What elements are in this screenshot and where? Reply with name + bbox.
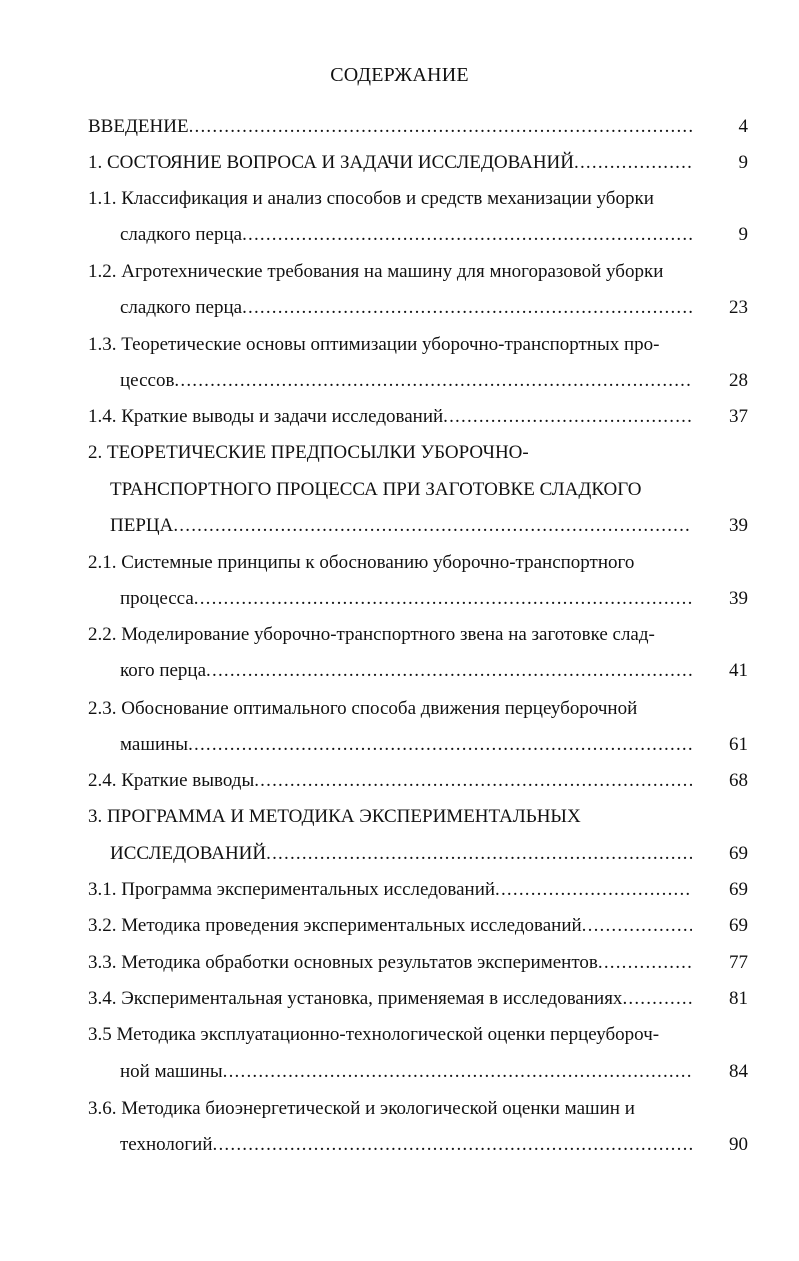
toc-entry-row bbox=[110, 841, 692, 867]
toc-entry-label: 3.6. Методика биоэнергетической и экологической оценки машин и bbox=[88, 1098, 635, 1119]
toc-line bbox=[88, 622, 748, 648]
dot-leader bbox=[495, 877, 692, 903]
toc-page-number: 84 bbox=[729, 1061, 748, 1082]
toc-entry-row bbox=[120, 222, 692, 248]
toc-page-number: 37 bbox=[729, 406, 748, 427]
dot-leader bbox=[206, 658, 692, 684]
toc-page-number: 23 bbox=[729, 297, 748, 318]
page-title: СОДЕРЖАНИЕ bbox=[330, 64, 469, 86]
toc-entry-label: 1.2. Агротехнические требования на машину для многоразовой уборки bbox=[88, 261, 664, 282]
toc-entry-label: 3.5 Методика эксплуатационно-технологической оценки перцеубороч- bbox=[88, 1024, 660, 1045]
toc-entry-label: кого перца bbox=[120, 660, 207, 681]
toc-line bbox=[88, 1096, 748, 1122]
dot-leader bbox=[266, 841, 692, 867]
toc-line bbox=[88, 404, 748, 430]
toc-line bbox=[88, 658, 748, 684]
toc-entry-label: технологий bbox=[120, 1134, 213, 1155]
dot-leader bbox=[189, 114, 692, 140]
toc-line bbox=[88, 513, 748, 539]
toc-page-number: 77 bbox=[729, 952, 748, 973]
toc-entry-row bbox=[88, 150, 692, 176]
toc-line bbox=[88, 586, 748, 612]
toc-page-number: 9 bbox=[738, 224, 748, 245]
toc-entry-row bbox=[110, 513, 692, 539]
toc-line bbox=[88, 477, 748, 503]
toc-line bbox=[88, 696, 748, 722]
toc-entry-row bbox=[120, 1132, 692, 1158]
toc-page-number: 90 bbox=[729, 1134, 748, 1155]
toc-line bbox=[88, 150, 748, 176]
toc-line bbox=[88, 368, 748, 394]
dot-leader bbox=[598, 950, 692, 976]
dot-leader bbox=[443, 404, 692, 430]
toc-entry-label: 3.1. Программа экспериментальных исследований bbox=[88, 879, 496, 900]
toc-entry-row bbox=[120, 732, 692, 758]
toc-entry-label: цессов bbox=[120, 370, 175, 391]
toc-line bbox=[88, 186, 748, 212]
toc-entry-row bbox=[120, 658, 692, 684]
toc-entry-row bbox=[120, 295, 692, 321]
toc-line bbox=[88, 841, 748, 867]
toc-entry-label: машины bbox=[120, 734, 189, 755]
toc-page-number: 81 bbox=[729, 988, 748, 1009]
toc-entry-label: 2.2. Моделирование уборочно-транспортного звена на заготовке слад- bbox=[88, 624, 655, 645]
toc-line bbox=[88, 986, 748, 1012]
toc-line bbox=[88, 550, 748, 576]
toc-entry-label: 3.2. Методика проведения экспериментальных исследований bbox=[88, 915, 582, 936]
toc-line bbox=[88, 259, 748, 285]
dot-leader bbox=[223, 1059, 692, 1085]
toc-page-number: 9 bbox=[738, 152, 748, 173]
toc-entry-label: процесса bbox=[120, 588, 194, 609]
toc-entry-row bbox=[88, 404, 692, 430]
toc-line bbox=[88, 332, 748, 358]
dot-leader bbox=[622, 986, 692, 1012]
toc-page-number: 28 bbox=[729, 370, 748, 391]
toc-line bbox=[88, 732, 748, 758]
toc-entry-label: 2.3. Обоснование оптимального способа движения перцеуборочной bbox=[88, 698, 638, 719]
dot-leader bbox=[188, 732, 692, 758]
toc-entry-label: 2.4. Краткие выводы bbox=[88, 770, 255, 791]
toc-entry-label: 2. ТЕОРЕТИЧЕСКИЕ ПРЕДПОСЫЛКИ УБОРОЧНО- bbox=[88, 442, 529, 463]
toc-entry-row bbox=[120, 586, 692, 612]
toc-line bbox=[88, 440, 748, 466]
toc-page-number: 69 bbox=[729, 879, 748, 900]
dot-leader bbox=[242, 222, 692, 248]
dot-leader bbox=[194, 586, 692, 612]
toc-line bbox=[88, 913, 748, 939]
toc-line bbox=[88, 804, 748, 830]
toc-line bbox=[88, 222, 748, 248]
toc-page-number: 69 bbox=[729, 915, 748, 936]
toc-entry-row bbox=[88, 877, 692, 903]
toc-entry-row bbox=[88, 950, 692, 976]
dot-leader bbox=[574, 150, 692, 176]
toc-entry-label: сладкого перца bbox=[120, 297, 243, 318]
toc-line bbox=[88, 768, 748, 794]
toc-entry-row bbox=[120, 368, 692, 394]
toc-page-number: 39 bbox=[729, 588, 748, 609]
dot-leader bbox=[174, 368, 692, 394]
toc-entry-label: 1.1. Классификация и анализ способов и средств механизации уборки bbox=[88, 188, 654, 209]
toc-page-number: 69 bbox=[729, 843, 748, 864]
toc-entry-label: 3.4. Экспериментальная установка, применяемая в исследованиях bbox=[88, 988, 623, 1009]
toc-page-number: 4 bbox=[738, 116, 748, 137]
toc-line bbox=[88, 950, 748, 976]
dot-leader bbox=[173, 513, 692, 539]
toc-entry-row bbox=[88, 114, 692, 140]
toc-page-number: 39 bbox=[729, 515, 748, 536]
toc-entry-row bbox=[88, 986, 692, 1012]
toc-page-number: 41 bbox=[729, 660, 748, 681]
toc-line bbox=[88, 1022, 748, 1048]
toc-entry-label: ПЕРЦА bbox=[110, 515, 174, 536]
dot-leader bbox=[582, 913, 692, 939]
toc-entry-label: 3. ПРОГРАММА И МЕТОДИКА ЭКСПЕРИМЕНТАЛЬНЫХ bbox=[88, 806, 581, 827]
toc-entry-label: 1. СОСТОЯНИЕ ВОПРОСА И ЗАДАЧИ ИССЛЕДОВАНИЙ bbox=[88, 152, 575, 173]
dot-leader bbox=[242, 295, 692, 321]
dot-leader bbox=[254, 768, 692, 794]
toc-line bbox=[88, 295, 748, 321]
toc-line bbox=[88, 877, 748, 903]
toc-entry-label: сладкого перца bbox=[120, 224, 243, 245]
toc-entry-label: ной машины bbox=[120, 1061, 223, 1082]
toc-line bbox=[88, 114, 748, 140]
toc-entry-label: 2.1. Системные принципы к обоснованию уборочно-транспортного bbox=[88, 552, 635, 573]
toc-entry-label: ИССЛЕДОВАНИЙ bbox=[110, 843, 267, 864]
toc-entry-label: 3.3. Методика обработки основных результатов экспериментов bbox=[88, 952, 598, 973]
dot-leader bbox=[213, 1132, 692, 1158]
toc-entry-row bbox=[120, 1059, 692, 1085]
toc-entry-label: ТРАНСПОРТНОГО ПРОЦЕССА ПРИ ЗАГОТОВКЕ СЛАДКОГО bbox=[110, 479, 642, 500]
toc-page-number: 61 bbox=[729, 734, 748, 755]
toc-entry-label: 1.3. Теоретические основы оптимизации уборочно-транспортных про- bbox=[88, 334, 660, 355]
toc-entry-label: ВВЕДЕНИЕ bbox=[88, 116, 189, 137]
toc-entry-label: 1.4. Краткие выводы и задачи исследований bbox=[88, 406, 444, 427]
toc-page-number: 68 bbox=[729, 770, 748, 791]
toc-line bbox=[88, 1132, 748, 1158]
toc-entry-row bbox=[88, 768, 692, 794]
toc-entry-row bbox=[88, 913, 692, 939]
toc-line bbox=[88, 1059, 748, 1085]
